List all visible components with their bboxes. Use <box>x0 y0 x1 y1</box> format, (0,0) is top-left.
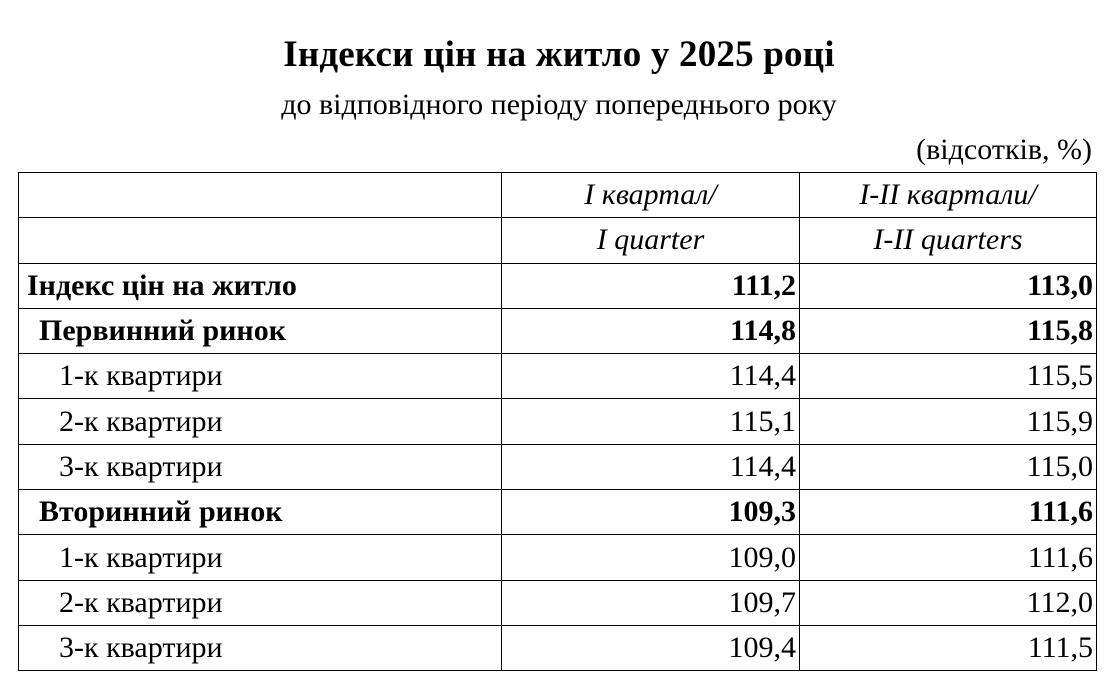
cell-q1: 115,1 <box>502 399 800 444</box>
cell-q1: 114,4 <box>502 354 800 399</box>
cell-q1-2: 111,6 <box>800 535 1097 580</box>
cell-q1: 109,4 <box>502 625 800 670</box>
table-row <box>19 580 1097 625</box>
header-q1-ua: I квартал/ <box>502 173 800 218</box>
cell-q1-2: 115,5 <box>800 354 1097 399</box>
table-header-row <box>19 218 1097 263</box>
row-label: Вторинний ринок <box>19 490 502 535</box>
table-header-row <box>19 173 1097 218</box>
cell-q1-2: 112,0 <box>800 580 1097 625</box>
row-label: Первинний ринок <box>19 308 502 353</box>
row-label: 2-к квартири <box>19 399 502 444</box>
header-empty-cell <box>19 173 502 218</box>
row-label: 3-к квартири <box>19 444 502 489</box>
unit-label: (відсотків, %) <box>916 133 1092 166</box>
page-subtitle: до відповідного періоду попереднього року <box>281 88 837 121</box>
row-label: 1-к квартири <box>19 535 502 580</box>
header-q1-2-ua: I-II квартали/ <box>800 173 1097 218</box>
row-label: 2-к квартири <box>19 580 502 625</box>
header-q1-en: I quarter <box>502 218 800 263</box>
cell-q1-2: 113,0 <box>800 263 1097 308</box>
cell-q1: 114,4 <box>502 444 800 489</box>
cell-q1-2: 115,9 <box>800 399 1097 444</box>
cell-q1-2: 111,5 <box>800 625 1097 670</box>
page-title: Індекси цін на житло у 2025 році <box>283 34 835 75</box>
cell-q1: 109,7 <box>502 580 800 625</box>
cell-q1: 109,3 <box>502 490 800 535</box>
cell-q1: 114,8 <box>502 308 800 353</box>
price-index-table <box>18 172 1097 671</box>
table-row <box>19 354 1097 399</box>
cell-q1: 111,2 <box>502 263 800 308</box>
table-row <box>19 308 1097 353</box>
row-label: Індекс цін на житло <box>19 263 502 308</box>
table-row <box>19 444 1097 489</box>
cell-q1: 109,0 <box>502 535 800 580</box>
table-row <box>19 535 1097 580</box>
table-row <box>19 625 1097 670</box>
cell-q1-2: 115,0 <box>800 444 1097 489</box>
cell-q1-2: 115,8 <box>800 308 1097 353</box>
row-label: 1-к квартири <box>19 354 502 399</box>
table-row <box>19 263 1097 308</box>
cell-q1-2: 111,6 <box>800 490 1097 535</box>
header-empty-cell <box>19 218 502 263</box>
row-label: 3-к квартири <box>19 625 502 670</box>
table-row <box>19 490 1097 535</box>
header-q1-2-en: I-II quarters <box>800 218 1097 263</box>
table-row <box>19 399 1097 444</box>
